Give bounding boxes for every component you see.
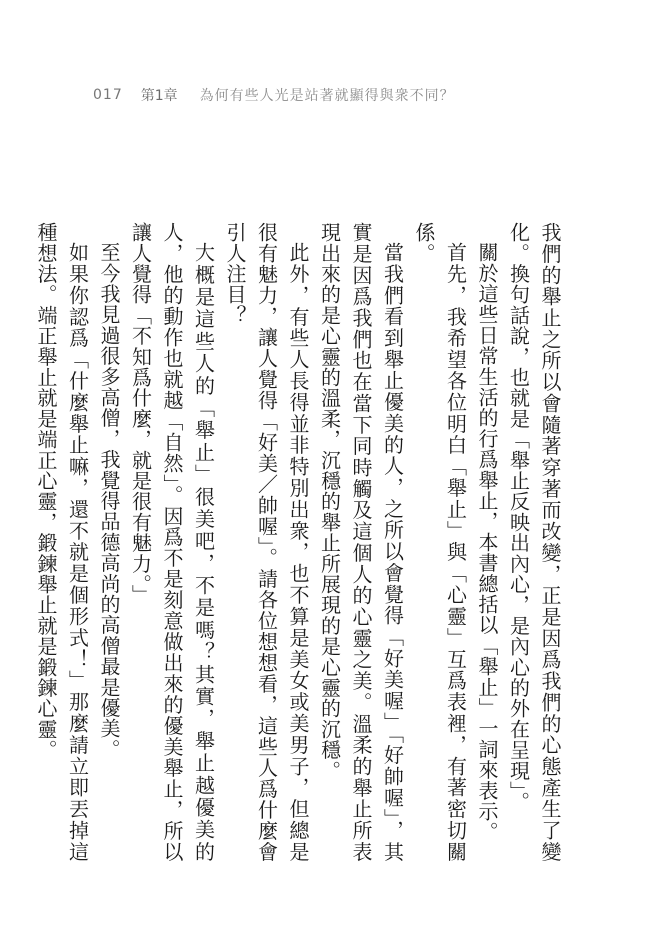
paragraph-1: 我們的舉止之所以會隨著穿著而改變，正是因爲我們的心態產生了變化。換句話說，也就是「舉止反映出內心，是內心的外在呈現」。	[506, 222, 562, 862]
body-text	[34, 222, 565, 862]
paragraph-2: 關於這些日常生活的行爲舉止，本書總括以「舉止」一詞來表示。	[475, 242, 499, 843]
page-number: 017	[93, 87, 123, 103]
running-header	[93, 85, 455, 105]
paragraph-8: 如果你認爲「什麼舉止嘛，還不就是個形式！」那麼請立即丟掉這種想法。端正舉止就是端正心靈，鍛鍊舉止就是鍛鍊心靈。	[34, 222, 90, 862]
paragraph-3: 首先，我希望各位明白「舉止」與「心靈」互爲表裡，有著密切關係。	[412, 222, 468, 862]
paragraph-7: 至今我見過很多高僧，我覺得品德高尚的高僧最是優美。	[97, 242, 121, 760]
chapter-title: 為何有些人光是站著就顯得與衆不同？	[199, 88, 455, 104]
paragraph-5: 此外，有些人長得並非特別出衆，也不算是美女或美男子，但總是很有魅力，讓人覺得「好美／帥喔」。請各位想想看，這些人爲什麼會引人注目？	[223, 222, 310, 862]
paragraph-4: 當我們看到舉止優美的人，之所以會覺得「好美喔」「好帥喔」，其實是因爲我們也在當下同時觸及這個人的心靈之美。溫柔的舉止所表現出來的是心靈的溫柔，沉穩的舉止所展現的是心靈的沉穩。	[317, 222, 405, 862]
chapter-label: 第1章	[140, 88, 178, 104]
paragraph-6: 大概是這些人的「舉止」很美吧，不是嗎？其實，舉止越優美的人，他的動作也就越「自然」。因爲不是刻意做出來的優美舉止，所以讓人覺得「不知爲什麼，就是很有魅力。」	[128, 222, 216, 862]
